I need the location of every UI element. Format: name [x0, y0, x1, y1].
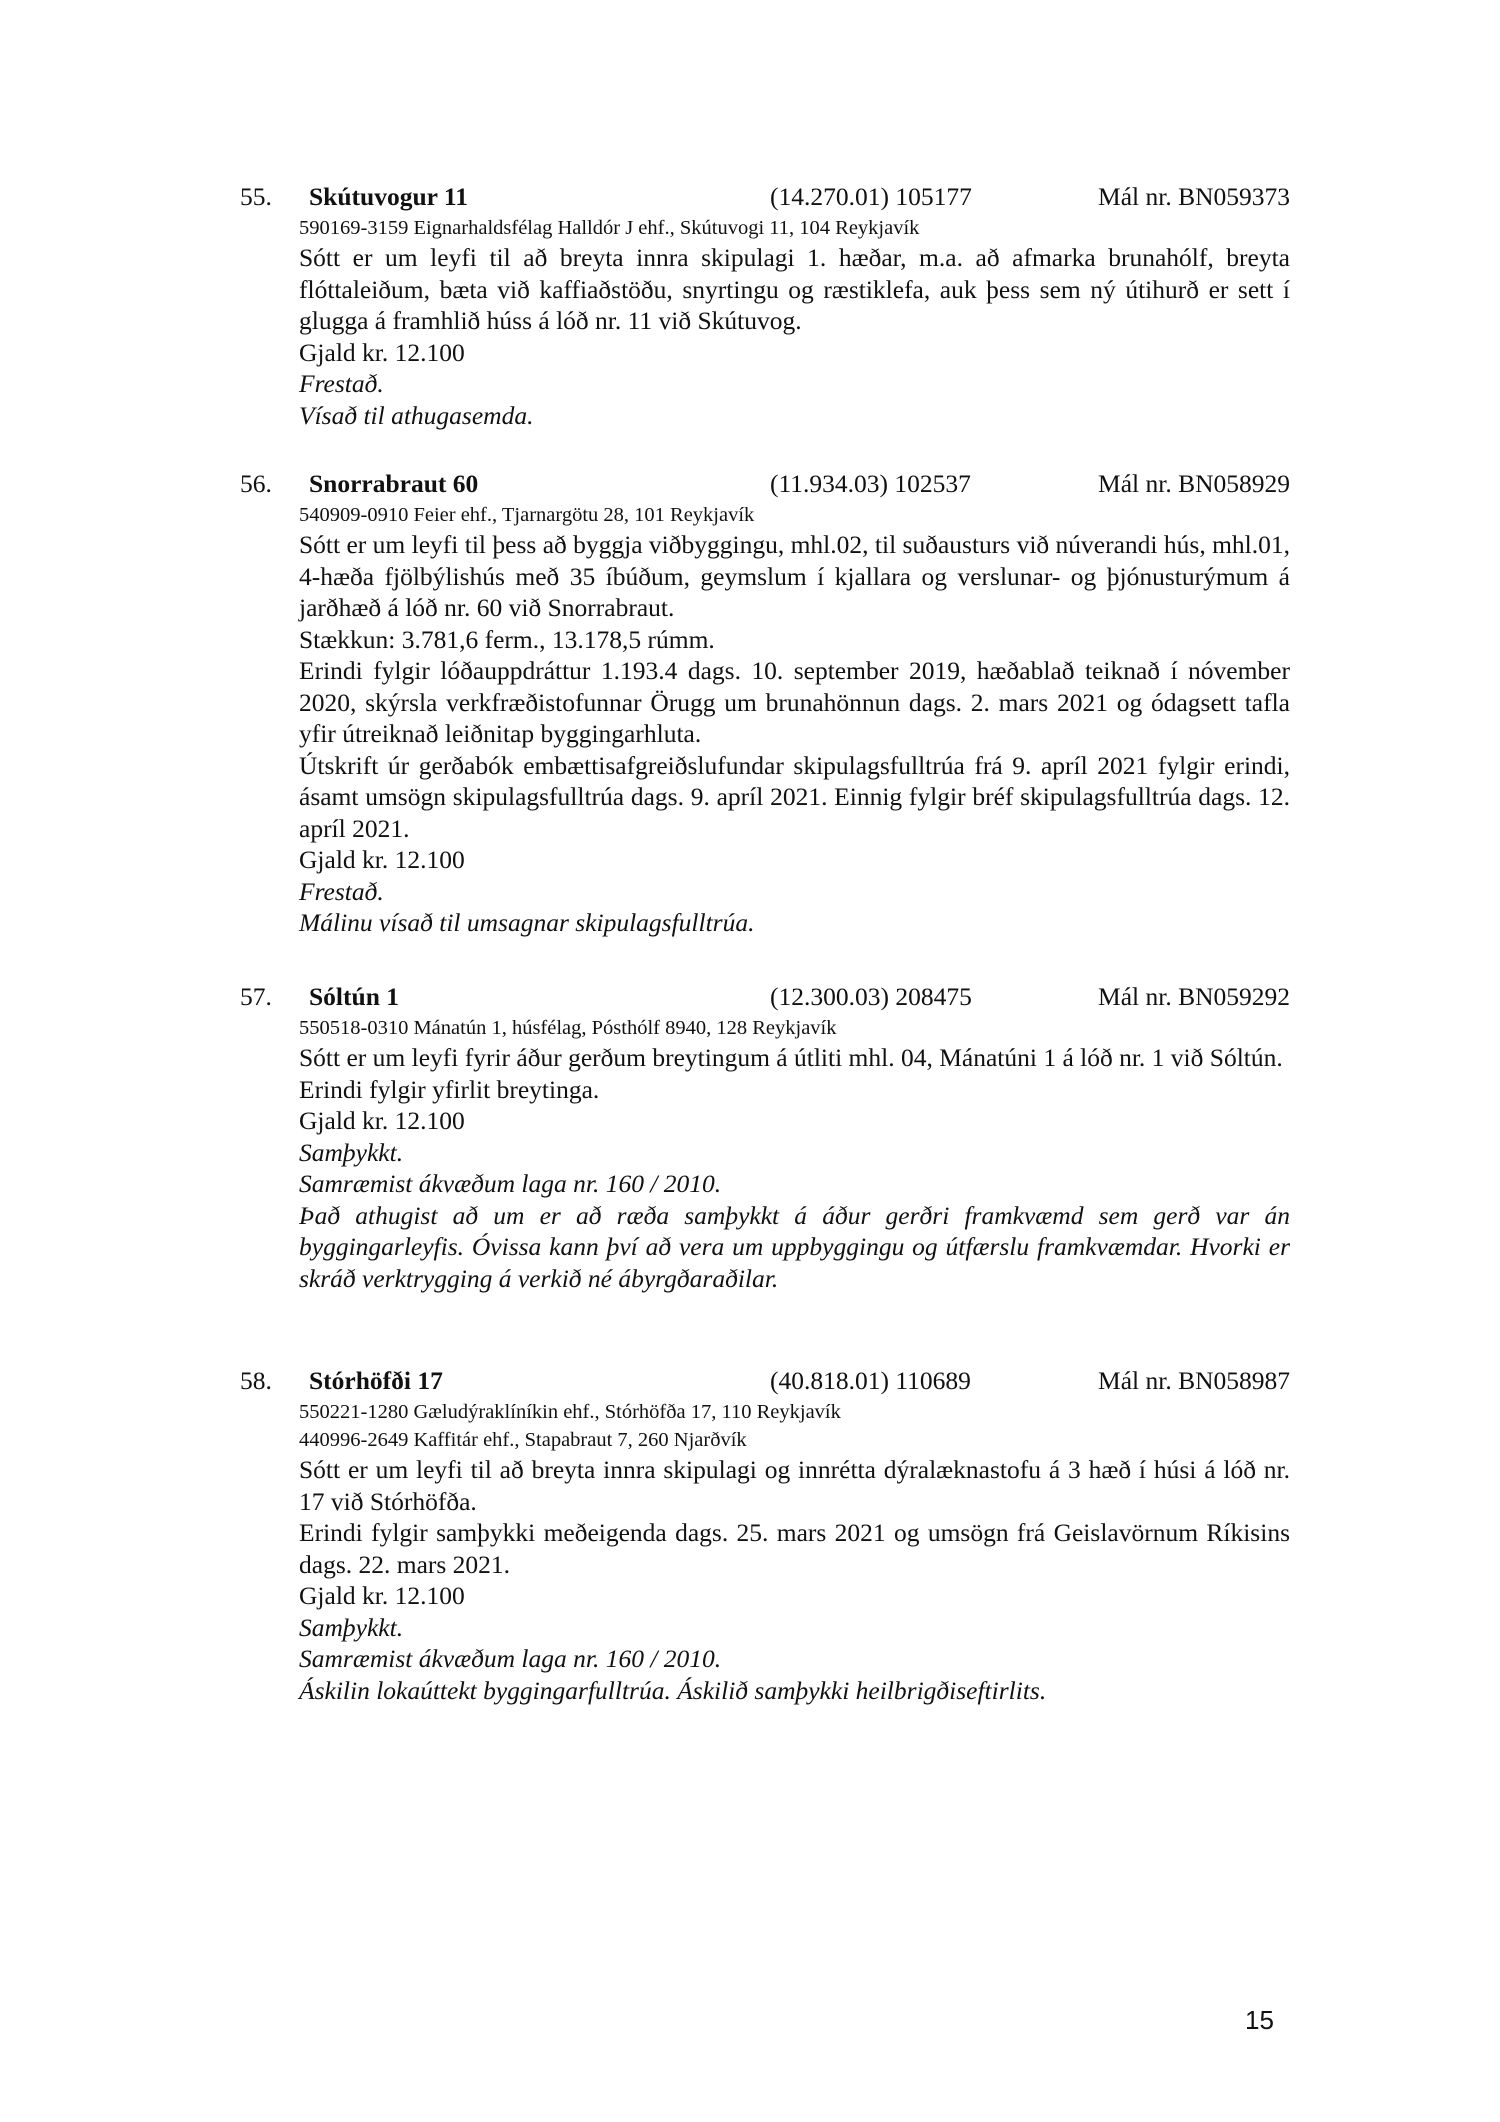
- case-paragraph: Erindi fylgir yfirlit breytinga.: [299, 1074, 600, 1104]
- case-address: Snorrabraut 60: [309, 469, 479, 498]
- decision-line: Frestað.: [299, 876, 384, 906]
- case-address: Stórhöfði 17: [309, 1366, 443, 1395]
- fee-line: Gjald kr. 12.100: [299, 1581, 465, 1610]
- case-number: 56.: [240, 469, 272, 498]
- case-number: 55.: [240, 182, 272, 211]
- land-registry-number: (14.270.01) 105177: [770, 182, 972, 211]
- decision-line: Áskilin lokaúttekt byggingarfulltrúa. Áskilið samþykki heilbrigðiseftirlits.: [299, 1675, 1047, 1705]
- case-description: Sótt er um leyfi fyrir áður gerðum breytingum á útliti mhl. 04, Mánatúni 1 á lóð nr. 1 við Sóltún.: [299, 1043, 1283, 1072]
- case-address: Skútuvogur 11: [309, 182, 468, 211]
- case-file-number: Mál nr. BN059373: [1098, 182, 1290, 211]
- case-number: 58.: [240, 1366, 272, 1395]
- applicant-line: 550518-0310 Mánatún 1, húsfélag, Pósthólf 8940, 128 Reykjavík: [299, 1017, 837, 1039]
- case-entry: [240, 467, 1290, 939]
- decision-line: Samræmist ákvæðum laga nr. 160 / 2010.: [299, 1644, 722, 1673]
- land-registry-number: (40.818.01) 110689: [770, 1366, 971, 1395]
- case-entry: [240, 180, 1290, 431]
- case-file-number: Mál nr. BN058987: [1098, 1366, 1290, 1395]
- decision-line: Samræmist ákvæðum laga nr. 160 / 2010.: [299, 1169, 722, 1198]
- decision-line: Samþykkt.: [299, 1137, 404, 1167]
- page-number: 15: [1245, 2005, 1274, 2035]
- fee-line: Gjald kr. 12.100: [299, 1106, 465, 1135]
- applicant-line: 440996-2649 Kaffitár ehf., Stapabraut 7, 260 Njarðvík: [299, 1429, 747, 1451]
- decision-line: Það athugist að um er að ræða samþykkt á áður gerðri framkvæmd sem gerð var án byggingarleyfis. Óvissa kann því að vera um uppbyggingu og útfærslu framkvæmdar. Hvorki er skráð verktrygging á verkið né ábyrgðaraðilar.: [299, 1200, 1290, 1293]
- case-body: [299, 1014, 1290, 1294]
- case-entry: [240, 1364, 1290, 1706]
- decision-line: Frestað.: [299, 369, 384, 398]
- case-header: [240, 467, 1290, 501]
- decision-line: Vísað til athugasemda.: [299, 400, 534, 430]
- applicant-line: 540909-0910 Feier ehf., Tjarnargötu 28, 101 Reykjavík: [299, 504, 755, 526]
- land-registry-number: (12.300.03) 208475: [770, 982, 972, 1011]
- applicant-line: 550221-1280 Gæludýraklíníkin ehf., Stórhöfða 17, 110 Reykjavík: [299, 1401, 841, 1423]
- case-file-number: Mál nr. BN058929: [1098, 469, 1290, 498]
- case-address: Sóltún 1: [309, 982, 399, 1011]
- case-body: [299, 501, 1290, 939]
- fee-line: Gjald kr. 12.100: [299, 337, 465, 367]
- case-paragraph: Stækkun: 3.781,6 ferm., 13.178,5 rúmm.: [299, 624, 715, 654]
- case-number: 57.: [240, 982, 272, 1011]
- case-paragraph: Erindi fylgir samþykki meðeigenda dags. 25. mars 2021 og umsögn frá Geislavörnum Ríkisins dags. 22. mars 2021.: [299, 1518, 1290, 1579]
- case-description: Sótt er um leyfi til þess að byggja viðbyggingu, mhl.02, til suðausturs við núverandi hús, mhl.01, 4-hæða fjölbýlishús með 35 íbúðum, geymslum í kjallara og verslunar- og þjónusturýmum á jarðhæð á lóð nr. 60 við Snorrabraut.: [299, 530, 1290, 622]
- case-header: [240, 180, 1290, 214]
- case-paragraph: Útskrift úr gerðabók embættisafgreiðslufundar skipulagsfulltrúa frá 9. apríl 2021 fylgir erindi, ásamt umsögn skipulagsfulltrúa dags. 9. apríl 2021. Einnig fylgir bréf skipulagsfulltrúa dags. 12. apríl 2021.: [299, 750, 1290, 843]
- land-registry-number: (11.934.03) 102537: [770, 469, 971, 498]
- applicant-line: 590169-3159 Eignarhaldsfélag Halldór J ehf., Skútuvogi 11, 104 Reykjavík: [299, 217, 920, 239]
- case-body: [299, 1398, 1290, 1706]
- case-header: [240, 1364, 1290, 1398]
- case-description: Sótt er um leyfi til að breyta innra skipulagi 1. hæðar, m.a. að afmarka brunahólf, breyta flóttaleiðum, bæta við kaffiaðstöðu, snyrtingu og ræstiklefa, auk þess sem ný útihurð er sett í glugga á framhlið húss á lóð nr. 11 við Skútuvog.: [299, 243, 1290, 335]
- case-paragraph: Erindi fylgir lóðauppdráttur 1.193.4 dags. 10. september 2019, hæðablað teiknað í nóvember 2020, skýrsla verkfræðistofunnar Örugg um brunahönnun dags. 2. mars 2021 og ódagsett tafla yfir útreiknað leiðnitap byggingarhluta.: [299, 656, 1290, 748]
- decision-line: Málinu vísað til umsagnar skipulagsfulltrúa.: [299, 908, 755, 937]
- case-description: Sótt er um leyfi til að breyta innra skipulagi og innrétta dýralæknastofu á 3 hæð í húsi á lóð nr. 17 við Stórhöfða.: [299, 1455, 1290, 1516]
- fee-line: Gjald kr. 12.100: [299, 845, 465, 874]
- decision-line: Samþykkt.: [299, 1612, 404, 1642]
- case-body: [299, 214, 1290, 431]
- case-entry: [240, 980, 1290, 1294]
- case-header: [240, 980, 1290, 1014]
- case-file-number: Mál nr. BN059292: [1098, 982, 1290, 1011]
